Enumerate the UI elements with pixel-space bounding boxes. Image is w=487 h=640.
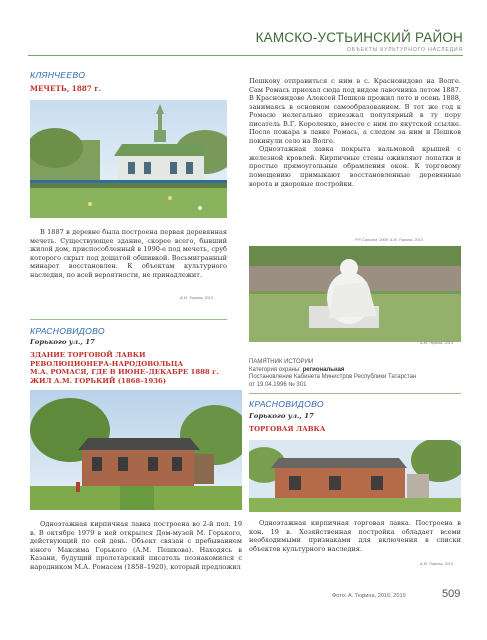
protection-category: Категория охраны: региональная (249, 366, 345, 373)
trade-shop-description: Одноэтажная кирпичная торговая лавка. Построена в кон. 19 в. Хозяйственная постройка обладает всеми необходимыми признаками для включения в списки объектов культурного наследия. (249, 519, 461, 553)
section-divider-left (30, 319, 227, 320)
decree-date: от 19.04.1996 № 301 (249, 381, 307, 388)
trade-shop-photo (249, 440, 461, 512)
page-header-subtitle: ОБЪЕКТЫ КУЛЬТУРНОГО НАСЛЕДИЯ (346, 47, 463, 53)
place-name-krasnovidovo-1: КРАСНОВИДОВО (30, 326, 105, 336)
object-title-gorky-shop: ЗДАНИЕ ТОРГОВОЙ ЛАВКИ РЕВОЛЮЦИОНЕРА-НАРОДОВОЛЬЦА М.А. РОМАСЯ, ГДЕ В ИЮНЕ–ДЕКАБРЕ 1888 г. ЖИЛ А.М. ГОРЬКИЙ (1868–1936) (30, 351, 219, 385)
page-number: 509 (442, 588, 461, 600)
object-title-trade-shop: ТОРГОВАЯ ЛАВКА (249, 425, 326, 433)
top-right-photo-credit: Р.Р. Салихов, 2008; А.М. Тюрина, 2013 (355, 238, 423, 242)
place-name-krasnovidovo-2: КРАСНОВИДОВО (249, 399, 324, 409)
footer-photo-credit: Фото: А. Тюрина, 2016, 2019 (332, 593, 406, 599)
object-title-mosque: МЕЧЕТЬ, 1887 г. (30, 84, 102, 93)
mosque-description: В 1887 в деревне была построена первая деревянная мечеть. Существующее здание, скорее всего, бывший жилой дом, приспособленный в 1990-е под мечеть, сруб которого скрыт под дощатой обшивкой. Восьмигранный минарет восстановлен. К объектам культурного наследия, по всей вероятности, не принадлежит. (30, 228, 227, 279)
street-address-2: Горького ул., 17 (249, 412, 314, 420)
monument-status (249, 359, 416, 389)
street-address-1: Горького ул., 17 (30, 338, 95, 346)
page-header-title: КАМСКО-УСТЬИНСКИЙ РАЙОН (255, 30, 463, 45)
gorky-story-text: Пешкову отправиться с ним в с. Красновидово на Волге. Сам Ромась приехал сюда под видом лавочника летом 1887. В Красновидове Алексей Пешков прожил лето и осень 1888, занимаясь в основном самообразованием. В тот же год к Ромасю нелегально приезжал популярный в ту пору писатель В.Г. Короленко, вместе с ним по якутской ссылке. После пожара в лавке Ромась, а следом за ним и Пешков покинули село на Волге. Одноэтажная лавка покрыта вальмовой крышей с железной кровлей. Кирпичные стены оживляют лопатки и простые прямоугольные обрамления окон. К торговому помещению примыкают восстановленные деревянные ворота и дворовые постройки. (249, 77, 461, 188)
mosque-photo-credit: А.М. Тюрина, 2013 (180, 296, 213, 300)
gorky-shop-description: Одноэтажная кирпичная лавка построена во 2-й пол. 19 в. В октябре 1979 в ней открылся Дом-музей М. Горького, действующий по сей день. Объект связан с пребыванием юного Максима Горького (А.М. Пешкова). Находясь в Казани, будущий пролетарский писатель познакомился с народником М.А. Ромасем (1858–1920), который предложил (30, 520, 242, 571)
gorky-shop-photo (30, 390, 242, 510)
mosque-photo (30, 100, 227, 218)
statue-photo-credit: А.М. Тюрина, 2013 (420, 341, 453, 345)
section-divider-right (249, 393, 461, 394)
place-name-klyancheevo: КЛЯНЧЕЕВО (30, 70, 86, 80)
decree-title: Постановление Кабинета Министров Республики Татарстан (249, 374, 417, 381)
monument-type: ПАМЯТНИК ИСТОРИИ (249, 359, 314, 365)
trade-shop-photo-credit: А.М. Тюрина, 2013 (420, 562, 453, 566)
statue-photo (249, 246, 461, 342)
header-rule (28, 55, 463, 56)
